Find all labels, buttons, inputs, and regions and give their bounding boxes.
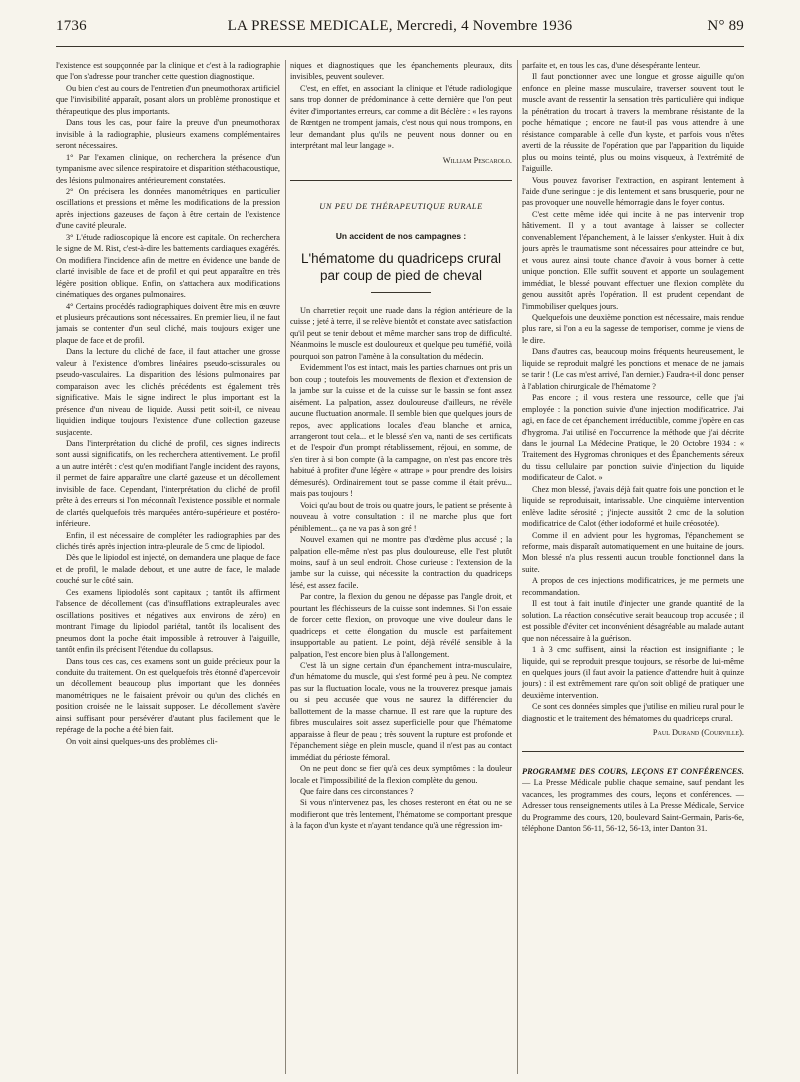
column-left [56,60,280,1074]
paragraph: 1 à 3 cmc suffisent, ainsi la réaction est insignifiante ; le liquide, qui se reproduit presque toujours, se résorbe de lui-même en quelques jours (il faut avoir la patience d'attendre huit à quinze jours) : il est extrêmement rare qu'on soit obligé de pratiquer une deuxième intervention. [522,645,744,700]
paragraph: Dans d'autres cas, beaucoup moins fréquents heureusement, le liquide se reproduit malgré les ponctions et menace de ne jamais se tarir ! (Le cas m'est arrivé, l'an dernier.) Faudra-t-il donc penser à l'ablation chirurgicale de l'hématome ? [522,347,744,391]
paragraph: 3° L'étude radioscopique là encore est capitale. On recherchera le signe de M. Rist, c'est-à-dire les battements cardiaques exagérés. On modifiera l'incidence afin de mettre en évidence une bande de clarté invisible de face et de profil et qui peut apparaître en très légère position oblique. Enfin, on s'attachera aux modifications cinématiques des organes pulmonaires. [56,232,280,300]
paragraph: Que faire dans ces circonstances ? [300,787,414,797]
paragraph: Chez mon blessé, j'avais déjà fait quatre fois une ponction et le liquide se reproduisait, intarissable. Une cinquième intervention enlève ladite sérosité ; j'injecte aussitôt 2 cmc de la solution modificatrice de Calot (éther iodoformé et huile créosotée). [522,484,744,529]
header-rule [56,46,744,47]
paragraph: Evidemment l'os est intact, mais les parties charnues ont pris un bon coup ; toutefois les mouvements de flexion et d'extension de la jambe sur la cuisse et de la cuisse sur le bassin se font assez aisément. La palpation, assez douloureuse d'ailleurs, ne révèle aucune fluctuation anormale. Il semble bien que quelques jours de repos, avec applications locales d'eau blanche et arnica, arrangeront tout cela... et le blessé s'en va, nanti de ses certificats et de l'espoir d'un prompt rétablissement, réjoui, en somme, de s'en tirer à si bon compte (à la campagne, on n'est pas encore très habitué à profiter d'une légère « attrape » pour prendre des loisirs démesurés). Ordinairement tout se passe comme il était prévu... mais pas toujours ! [290,363,512,499]
column-divider [285,60,286,1074]
paragraph: Quelquefois une deuxième ponction est nécessaire, mais rendue plus rare, si l'on a eu la sagesse de temporiser, comme je viens de le dire. [522,312,744,345]
paragraph: C'est cette même idée qui incite à ne pas intervenir trop hâtivement. Il y a tout avantage à laisser se collecter convenablement l'épanchement, à le laisser s'enkyster. Huit à dix jours après le traumatisme sont nécessaires pour atteindre ce but, et vous aurez ainsi toute chance d'avoir à vous borner à cette unique ponction. Elle suffit souvent et apporte un soulagement immédiat, le blessé pouvant effectuer une flexion complète du genou aussitôt après l'opération. Il est prudent cependant de l'immobiliser quelques jours. [522,209,744,311]
paragraph: Ce sont ces données simples que j'utilise en milieu rural pour le diagnostic et le traitement des hématomes du quadriceps crural. [522,702,744,723]
author-signature: William Pescarolo. [442,155,512,165]
section-rule [522,751,744,752]
title-rule [371,292,431,293]
section-rubric: UN PEU DE THÉRAPEUTIQUE RURALE [319,202,483,212]
paragraph: Comme il en advient pour les hygromas, l'épanchement se reforme, mais disparaît automatiquement en une huitaine de jours. Mon blessé n'a plus ressenti aucun trouble fonctionnel dans la suite. [522,530,744,574]
paragraph: Ces examens lipiodolés sont capitaux ; tantôt ils affirment l'absence de décollement (cas d'insufflations extrapleurales avec oscillations positives et négatives aux environs de zéro) en montrant l'image du lipiodol pariétal, tantôt ils localisent des pneumos dont la poche était impossible à retrouver à l'aiguille, tantôt enfin ils précisent l'étendue du collapsus. [56,587,280,655]
paragraph: 2° On précisera les données manométriques en particulier oscillations et pressions et même les modifications de la pression après injections gazeuses de façon à être certain de l'existence d'une cavité pleurale. [56,186,280,231]
paragraph: Il faut ponctionner avec une longue et grosse aiguille qu'on enfonce en pleine masse musculaire, traverser souvent tout le muscle avant de ressentir la sensation très particulière qui indique la pénétration du trocart à travers la membrane résistante de la poche hématique ; encore ne faut-il pas vous attendre à une résistance comparable à celle d'un kyste, et parfois vous n'êtes averti de la réussite de l'opération que par l'apparition du liquide plus ou moins teinté, plus ou moins visqueux, à l'extrémité de l'aiguille. [522,72,744,174]
issue-number: N° 89 [707,18,744,34]
article-subheading: Un accident de nos campagnes : [335,230,467,241]
paragraph: 1° Par l'examen clinique, on recherchera la présence d'un tympanisme avec silence respiratoire et disparition stéthacoustique, des lésions pulmonaires antérieurement constatées. [56,152,280,185]
paragraph: Dès que le lipiodol est injecté, on demandera une plaque de face et de profil, le malade debout, et une autre de face, le malade couché sur le côté sain. [56,553,280,586]
column-middle [290,60,512,1074]
author-signature: Paul Durand (Courville). [652,728,744,738]
paragraph: Ou bien c'est au cours de l'entretien d'un pneumothorax artificiel que l'invisibilité apparaît, posant alors un problème pronostique et thérapeutique des plus importants. [56,83,280,116]
paragraph: A propos de ces injections modificatrices, je me permets une recommandation. [522,576,744,597]
programme-text: — La Presse Médicale publie chaque semaine, sauf pendant les vacances, les programmes des cours, leçons et conférences. — Adresser tous renseignements utiles à La Presse Médicale, Service du Programme des cours, 120, boulevard Saint-Germain, Paris-6e, téléphone Danton 56-11, 56-12, 56-13, inter Danton 31. [522,778,744,833]
paragraph: niques et diagnostiques que les épanchements pleuraux, dits invisibles, peuvent soulever. [290,61,512,82]
paragraph: Dans l'interprétation du cliché de profil, ces signes indirects sont aussi significatifs, on les recherchera attentivement. Le profil a un autre intérêt : c'est qu'en modifiant l'angle incident des rayons, il permet de faire apparaître une clarté gazeuse et un décollement invisible de face. Cependant, l'interprétation du cliché de profil prête à des erreurs si l'on méconnaît l'existence possible et normale de clartés quelquefois très marquées antéro-supérieure et postéro-inférieure. [56,438,280,529]
paragraph: Dans la lecture du cliché de face, il faut attacher une grosse valeur à l'existence d'ombres linéaires pseudo-scissurales ou pseudo-vasculaires. La disparition des lésions pulmonaires par comparaison avec les clichés précédents est également très significative. Mais le signe indirect le plus important est la présence d'un niveau de liquide. Aussi petit soit-il, ce niveau liquidien indique toujours l'existence d'une collection gazeuse susjacente. [56,347,280,437]
paragraph: 4° Certains procédés radiographiques doivent être mis en œuvre et plusieurs précautions sont nécessaires. En premier lieu, il ne faut jamais se contenter d'un seul cliché, mais toujours exiger une plaque de face et de profil. [56,301,280,345]
paragraph: Si vous n'intervenez pas, les choses resteront en état ou ne se modifieront que très lentement, l'hématome se comportant presque à la façon d'un kyste et n'ayant tendance qu'à une régression im- [290,798,512,831]
section-rule [290,180,512,181]
paragraph: Nouvel examen qui ne montre pas d'œdème plus accusé ; la palpation elle-même n'est pas plus douloureuse, elle l'est plutôt moins, sauf à un seul endroit. Chose curieuse : l'extension de la jambe sur la cuisse, qui nécessite la contraction du quadriceps lésé, est assez facile. [290,535,512,590]
paragraph: Enfin, il est nécessaire de compléter les radiographies par des clichés tirés après injection intra-pleurale de 5 cmc de lipiodol. [56,530,280,552]
paragraph: On ne peut donc se fier qu'à ces deux symptômes : la douleur locale et l'impossibilité de la flexion complète du genou. [290,764,512,785]
paragraph: On voit ainsi quelques-uns des problèmes cli- [66,736,218,746]
paragraph: Vous pouvez favoriser l'extraction, en aspirant lentement à l'aide d'une seringue : je dis lentement et sans brusquerie, pour ne pas provoquer une nouvelle hémorragie dans le foyer contus. [522,175,744,208]
running-header [56,18,744,40]
paragraph: Un charretier reçoit une ruade dans la région antérieure de la cuisse ; jeté à terre, il se relève bientôt et constate avec satisfaction qu'il peut se tenir debout et même marcher sans trop de difficulté. Néanmoins le muscle est douloureux et quelque peu tuméfié, voilà pourquoi son patron l'amène à la consultation du médecin. [290,305,512,361]
paragraph: l'existence est soupçonnée par la clinique et c'est à la radiographie que l'on s'adresse pour trancher cette question diagnostique. [56,61,280,82]
article-title: L'hématome du quadriceps crural par coup de pied de cheval [301,250,501,283]
column-divider [517,60,518,1074]
paragraph: C'est là un signe certain d'un épanchement intra-musculaire, d'un hématome du muscle, qui s'est formé peu à peu. Ne comptez pas sur la fluctuation locale, vous ne la trouverez presque jamais ou si peu accusée que vous ne saurez la différencier du ballottement de la masse charnue. Il est rare que la rupture des fibres musculaires soit assez superficielle pour que l'hématome apparaisse à fleur de peau ; très souvent la rupture est profonde et l'épanchement siège en plein muscle, quand il n'est pas au contact immédiat du périoste fémoral. [290,661,512,762]
paragraph: parfaite et, en tous les cas, d'une désespérante lenteur. [522,61,701,70]
programme-title: PROGRAMME DES COURS, LEÇONS ET CONFÉRENCES. [522,766,744,776]
journal-title: LA PRESSE MEDICALE, Mercredi, 4 Novembre 1936 [227,18,573,34]
page-number: 1736 [56,18,87,34]
paragraph: Dans tous les cas, pour faire la preuve d'un pneumothorax invisible à la radiographie, plusieurs examens complémentaires seront nécessaires. [56,118,280,151]
paragraph: C'est, en effet, en associant la clinique et l'étude radiologique sans trop donner de prédominance à cette dernière que l'on peut éviter d'importantes erreurs, car comme a dit Béclère : « les rayons de Rœntgen ne trompent jamais, c'est nous qui nous trompons, en leur demandant plus qu'ils ne peuvent nous donner ou en interprétant mal leur langage ». [290,83,512,151]
paragraph: Pas encore ; il vous restera une ressource, celle que j'ai employée : la ponction suivie d'une injection modificatrice. J'ai agi, en face de cet épanchement irréductible, comme j'opère en cas d'hygroma. J'ai utilisé en l'occurrence la méthode que j'ai décrite dans le journal La Médecine Pratique, le 20 Octobre 1934 : « Traitement des Hygromas chroniques et des Épanchements séreux du tissu cellulaire par ponction suivie d'injection du liquide modificateur de Calot. » [522,393,744,483]
column-right [522,60,744,1074]
paragraph: Dans tous ces cas, ces examens sont un guide précieux pour la conduite du traitement. On est quelquefois très étonné d'apercevoir un décollement beaucoup plus important que les données manométriques ne le faisaient prévoir ou qu'un des clichés en position croisée ne le laissait supposer. Le décollement s'avère ainsi suffisant pour persévérer d'autant plus facilement que le repérage de la poche a été bien fait. [56,656,280,735]
paragraph: Il est tout à fait inutile d'injecter une grande quantité de la solution. La réaction consécutive serait beaucoup trop accusée ; il est possible d'éviter cet inconvénient désagréable au malade autant que non nécessaire à la guérison. [522,599,744,643]
paragraph: Par contre, la flexion du genou ne dépasse pas l'angle droit, et pourtant les fléchisseurs de la cuisse sont indemnes. Si l'on essaie de forcer cette flexion, on provoque une vive douleur dans le quadriceps et cette élongation du muscle est parfaitement insupportable au patient. Le point, déjà révélé sensible à la palpation, l'est encore bien plus à l'allongement. [290,592,512,659]
paragraph: Voici qu'au bout de trois ou quatre jours, le patient se présente à nouveau à votre consultation : il ne marche plus que fort péniblement... ça ne va pas à son gré ! [290,500,512,533]
programme-notice [522,766,744,835]
